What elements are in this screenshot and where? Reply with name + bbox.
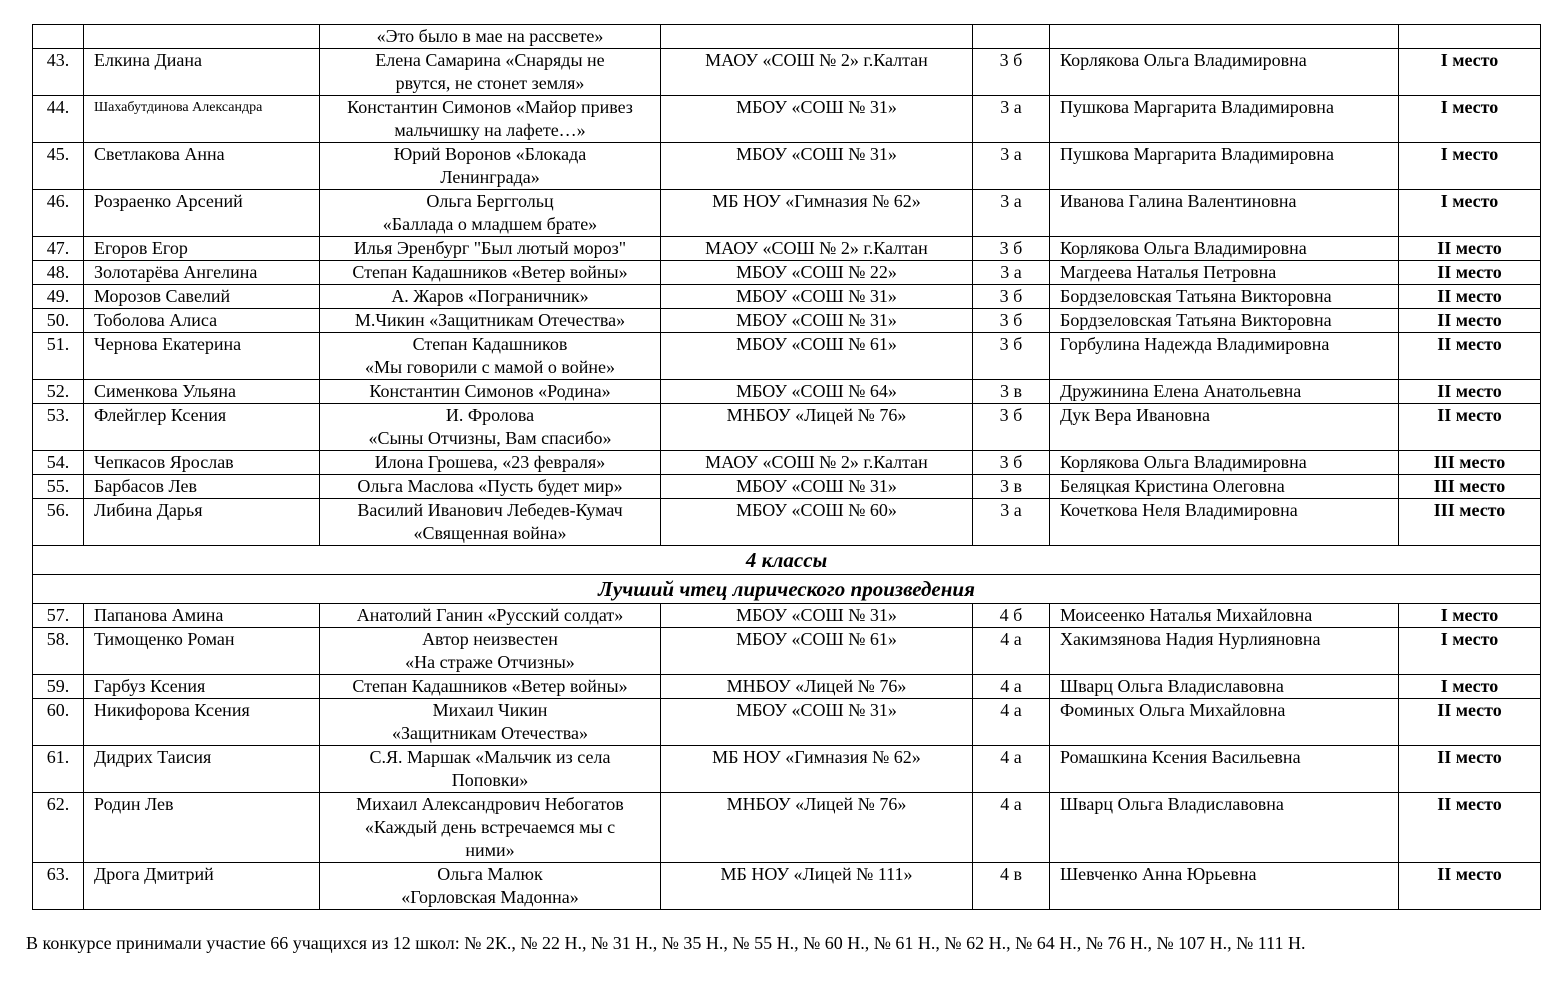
cell-work <box>320 793 661 863</box>
cell-number: 48. <box>33 261 84 285</box>
cell-class: 3 б <box>973 451 1050 475</box>
cell-number: 56. <box>33 499 84 546</box>
cell-teacher: Пушкова Маргарита Владимировна <box>1050 96 1399 143</box>
work-line: «Защитникам Отечества» <box>392 723 588 743</box>
cell-student-name: Сименкова Ульяна <box>84 380 320 404</box>
cell-work <box>320 380 661 404</box>
cell-school: МБ НОУ «Лицей № 111» <box>661 863 973 910</box>
cell-work <box>320 499 661 546</box>
cell-class: 3 б <box>973 404 1050 451</box>
cell-teacher <box>1050 25 1399 49</box>
cell-teacher: Магдеева Наталья Петровна <box>1050 261 1399 285</box>
cell-school: МБОУ «СОШ № 31» <box>661 96 973 143</box>
cell-work <box>320 49 661 96</box>
cell-teacher: Шевченко Анна Юрьевна <box>1050 863 1399 910</box>
table-row <box>33 261 1541 285</box>
cell-work <box>320 25 661 49</box>
cell-place: I место <box>1399 628 1541 675</box>
work-line: Ольга Берггольц <box>426 191 554 211</box>
cell-school: МБ НОУ «Гимназия № 62» <box>661 746 973 793</box>
work-line: Степан Кадашников «Ветер войны» <box>352 676 628 696</box>
cell-number: 52. <box>33 380 84 404</box>
cell-school: МБОУ «СОШ № 61» <box>661 628 973 675</box>
work-line: «Сыны Отчизны, Вам спасибо» <box>368 428 612 448</box>
cell-student-name: Дидрих Таисия <box>84 746 320 793</box>
cell-work <box>320 628 661 675</box>
cell-teacher: Шварц Ольга Владиславовна <box>1050 675 1399 699</box>
cell-teacher: Кочеткова Неля Владимировна <box>1050 499 1399 546</box>
cell-class: 3 б <box>973 309 1050 333</box>
cell-school: МБОУ «СОШ № 31» <box>661 309 973 333</box>
work-line: рвутся, не стонет земля» <box>395 73 585 93</box>
cell-teacher: Ромашкина Ксения Васильевна <box>1050 746 1399 793</box>
cell-place: II место <box>1399 746 1541 793</box>
cell-school: МНБОУ «Лицей № 76» <box>661 675 973 699</box>
cell-school: МБОУ «СОШ № 31» <box>661 604 973 628</box>
cell-school: МБОУ «СОШ № 31» <box>661 699 973 746</box>
cell-place: II место <box>1399 237 1541 261</box>
cell-class: 3 б <box>973 285 1050 309</box>
cell-number: 50. <box>33 309 84 333</box>
cell-class: 4 а <box>973 699 1050 746</box>
cell-school: МБОУ «СОШ № 31» <box>661 143 973 190</box>
cell-place: II место <box>1399 309 1541 333</box>
work-line: «На страже Отчизны» <box>405 652 575 672</box>
cell-place: I место <box>1399 604 1541 628</box>
cell-school: МБОУ «СОШ № 64» <box>661 380 973 404</box>
cell-work <box>320 675 661 699</box>
cell-student-name: Елкина Диана <box>84 49 320 96</box>
work-line: Ольга Малюк <box>437 864 543 884</box>
work-line: С.Я. Маршак «Мальчик из села <box>369 747 611 767</box>
cell-teacher: Иванова Галина Валентиновна <box>1050 190 1399 237</box>
table-row <box>33 143 1541 190</box>
results-body <box>33 25 1541 910</box>
cell-place: I место <box>1399 675 1541 699</box>
work-line: Автор неизвестен <box>422 629 558 649</box>
cell-class: 3 в <box>973 475 1050 499</box>
table-row <box>33 699 1541 746</box>
cell-place: II место <box>1399 793 1541 863</box>
cell-student-name: Родин Лев <box>84 793 320 863</box>
work-line: мальчишку на лафете…» <box>394 120 586 140</box>
cell-number: 45. <box>33 143 84 190</box>
cell-teacher: Бордзеловская Татьяна Викторовна <box>1050 309 1399 333</box>
table-row <box>33 451 1541 475</box>
cell-work <box>320 699 661 746</box>
table-row <box>33 863 1541 910</box>
table-row <box>33 285 1541 309</box>
cell-teacher: Моисеенко Наталья Михайловна <box>1050 604 1399 628</box>
cell-number: 58. <box>33 628 84 675</box>
cell-teacher: Пушкова Маргарита Владимировна <box>1050 143 1399 190</box>
cell-work <box>320 237 661 261</box>
cell-work <box>320 285 661 309</box>
cell-student-name: Либина Дарья <box>84 499 320 546</box>
cell-number: 55. <box>33 475 84 499</box>
cell-school: МБОУ «СОШ № 31» <box>661 475 973 499</box>
cell-teacher: Корлякова Ольга Владимировна <box>1050 237 1399 261</box>
cell-student-name: Папанова Амина <box>84 604 320 628</box>
section-title: Лучший чтец лирического произведения <box>33 575 1541 604</box>
cell-student-name: Никифорова Ксения <box>84 699 320 746</box>
cell-student-name: Дрога Дмитрий <box>84 863 320 910</box>
work-line: «Баллада о младшем брате» <box>382 214 598 234</box>
cell-class: 4 а <box>973 628 1050 675</box>
table-row <box>33 475 1541 499</box>
cell-number: 47. <box>33 237 84 261</box>
cell-student-name: Золотарёва Ангелина <box>84 261 320 285</box>
cell-work <box>320 96 661 143</box>
cell-work <box>320 190 661 237</box>
cell-school: МАОУ «СОШ № 2» г.Калтан <box>661 49 973 96</box>
table-row <box>33 96 1541 143</box>
cell-school: МНБОУ «Лицей № 76» <box>661 793 973 863</box>
cell-class: 3 а <box>973 190 1050 237</box>
section-header-row <box>33 546 1541 575</box>
cell-place: I место <box>1399 96 1541 143</box>
cell-work <box>320 604 661 628</box>
cell-student-name: Барбасов Лев <box>84 475 320 499</box>
cell-place: I место <box>1399 190 1541 237</box>
cell-number: 54. <box>33 451 84 475</box>
cell-teacher: Корлякова Ольга Владимировна <box>1050 49 1399 96</box>
cell-work <box>320 143 661 190</box>
participants-summary: В конкурсе принимали участие 66 учащихся из 12 школ: № 2К., № 22 Н., № 31 Н., № 35 Н., № 55 Н., № 60 Н., № 61 Н., № 62 Н., № 64 Н., № 76 Н., № 107 Н., № 111 Н. <box>26 933 1306 953</box>
cell-student-name: Тимощенко Роман <box>84 628 320 675</box>
cell-place: II место <box>1399 380 1541 404</box>
cell-place: II место <box>1399 699 1541 746</box>
cell-number: 46. <box>33 190 84 237</box>
work-line: М.Чикин «Защитникам Отечества» <box>354 310 626 330</box>
cell-work <box>320 261 661 285</box>
work-line: «Священная война» <box>413 523 567 543</box>
cell-student-name <box>84 25 320 49</box>
cell-school: МБОУ «СОШ № 60» <box>661 499 973 546</box>
work-line: Елена Самарина «Снаряды не <box>375 50 605 70</box>
cell-number <box>33 25 84 49</box>
cell-number: 61. <box>33 746 84 793</box>
cell-class: 3 а <box>973 143 1050 190</box>
table-row <box>33 604 1541 628</box>
work-line: Поповки» <box>451 770 529 790</box>
work-line: Степан Кадашников «Ветер войны» <box>352 262 628 282</box>
work-line: Илона Грошева, «23 февраля» <box>374 452 606 472</box>
cell-student-name: Чернова Екатерина <box>84 333 320 380</box>
cell-school: МАОУ «СОШ № 2» г.Калтан <box>661 451 973 475</box>
cell-number: 59. <box>33 675 84 699</box>
cell-number: 51. <box>33 333 84 380</box>
cell-number: 62. <box>33 793 84 863</box>
work-line: Михаил Александрович Небогатов <box>356 794 624 814</box>
work-line: «Каждый день встречаемся мы с <box>364 817 616 837</box>
cell-place: II место <box>1399 863 1541 910</box>
cell-number: 43. <box>33 49 84 96</box>
table-row <box>33 628 1541 675</box>
cell-school: МАОУ «СОШ № 2» г.Калтан <box>661 237 973 261</box>
work-line: Степан Кадашников <box>412 334 568 354</box>
work-line: А. Жаров «Пограничник» <box>391 286 589 306</box>
cell-school: МБОУ «СОШ № 61» <box>661 333 973 380</box>
work-line: И. Фролова <box>445 405 535 425</box>
cell-place: III место <box>1399 499 1541 546</box>
cell-class: 3 в <box>973 380 1050 404</box>
cell-class: 4 в <box>973 863 1050 910</box>
cell-student-name: Тоболова Алиса <box>84 309 320 333</box>
cell-teacher: Фоминых Ольга Михайловна <box>1050 699 1399 746</box>
cell-school: МБОУ «СОШ № 22» <box>661 261 973 285</box>
work-line: Ольга Маслова «Пусть будет мир» <box>357 476 623 496</box>
cell-number: 44. <box>33 96 84 143</box>
cell-place <box>1399 25 1541 49</box>
table-row <box>33 675 1541 699</box>
cell-student-name: Светлакова Анна <box>84 143 320 190</box>
cell-teacher: Дружинина Елена Анатольевна <box>1050 380 1399 404</box>
cell-teacher: Хакимзянова Надия Нурлияновна <box>1050 628 1399 675</box>
cell-work <box>320 863 661 910</box>
cell-student-name: Егоров Егор <box>84 237 320 261</box>
table-row <box>33 499 1541 546</box>
cell-class: 3 б <box>973 237 1050 261</box>
cell-student-name: Флейглер Ксения <box>84 404 320 451</box>
cell-student-name: Гарбуз Ксения <box>84 675 320 699</box>
cell-class: 4 а <box>973 793 1050 863</box>
table-row <box>33 309 1541 333</box>
cell-place: III место <box>1399 451 1541 475</box>
table-row <box>33 333 1541 380</box>
cell-class: 4 а <box>973 675 1050 699</box>
cell-number: 49. <box>33 285 84 309</box>
table-row <box>33 380 1541 404</box>
cell-school: МБ НОУ «Гимназия № 62» <box>661 190 973 237</box>
work-line: Михаил Чикин <box>432 700 548 720</box>
cell-number: 63. <box>33 863 84 910</box>
work-line: «Это было в мае на рассвете» <box>376 26 604 46</box>
cell-teacher: Беляцкая Кристина Олеговна <box>1050 475 1399 499</box>
cell-place: II место <box>1399 404 1541 451</box>
cell-place: II место <box>1399 285 1541 309</box>
cell-work <box>320 451 661 475</box>
table-row <box>33 793 1541 863</box>
cell-class: 3 б <box>973 49 1050 96</box>
cell-teacher: Дук Вера Ивановна <box>1050 404 1399 451</box>
cell-class: 3 а <box>973 261 1050 285</box>
cell-student-name: Шахабутдинова Александра <box>84 96 320 143</box>
work-line: Константин Симонов «Родина» <box>369 381 611 401</box>
work-line: «Горловская Мадонна» <box>401 887 579 907</box>
cell-class: 3 а <box>973 96 1050 143</box>
cell-work <box>320 404 661 451</box>
cell-school <box>661 25 973 49</box>
cell-place: I место <box>1399 143 1541 190</box>
cell-student-name: Чепкасов Ярослав <box>84 451 320 475</box>
table-row <box>33 190 1541 237</box>
work-line: Юрий Воронов «Блокада <box>393 144 587 164</box>
cell-class: 3 а <box>973 499 1050 546</box>
cell-number: 53. <box>33 404 84 451</box>
cell-place: III место <box>1399 475 1541 499</box>
work-line: «Мы говорили с мамой о войне» <box>364 357 616 377</box>
cell-teacher: Бордзеловская Татьяна Викторовна <box>1050 285 1399 309</box>
results-table <box>32 24 1541 910</box>
cell-class: 3 б <box>973 333 1050 380</box>
table-row <box>33 237 1541 261</box>
cell-school: МНБОУ «Лицей № 76» <box>661 404 973 451</box>
cell-work <box>320 333 661 380</box>
cell-student-name: Розраенко Арсений <box>84 190 320 237</box>
cell-number: 60. <box>33 699 84 746</box>
cell-teacher: Корлякова Ольга Владимировна <box>1050 451 1399 475</box>
work-line: Ленинграда» <box>440 167 540 187</box>
work-line: ними» <box>465 840 515 860</box>
table-row <box>33 49 1541 96</box>
cell-place: I место <box>1399 49 1541 96</box>
cell-school: МБОУ «СОШ № 31» <box>661 285 973 309</box>
cell-class: 4 а <box>973 746 1050 793</box>
cell-teacher: Шварц Ольга Владиславовна <box>1050 793 1399 863</box>
cell-work <box>320 309 661 333</box>
cell-class: 4 б <box>973 604 1050 628</box>
cell-number: 57. <box>33 604 84 628</box>
table-row <box>33 746 1541 793</box>
cell-student-name: Морозов Савелий <box>84 285 320 309</box>
cell-teacher: Горбулина Надежда Владимировна <box>1050 333 1399 380</box>
cell-work <box>320 475 661 499</box>
cell-place: II место <box>1399 261 1541 285</box>
work-line: Константин Симонов «Майор привез <box>347 97 633 117</box>
cell-work <box>320 746 661 793</box>
cell-class <box>973 25 1050 49</box>
section-header-row <box>33 575 1541 604</box>
section-title: 4 классы <box>33 546 1541 575</box>
table-row <box>33 404 1541 451</box>
work-line: Василий Иванович Лебедев-Кумач <box>357 500 623 520</box>
work-line: Илья Эренбург "Был лютый мороз" <box>353 238 627 258</box>
work-line: Анатолий Ганин «Русский солдат» <box>356 605 624 625</box>
table-row <box>33 25 1541 49</box>
cell-place: II место <box>1399 333 1541 380</box>
